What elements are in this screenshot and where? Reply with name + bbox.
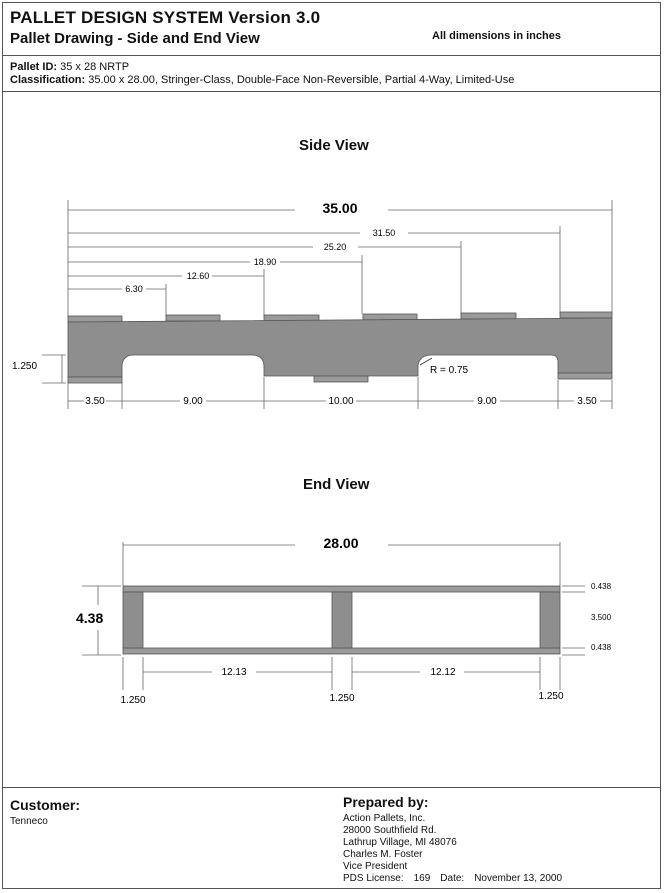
radius-leader (420, 358, 432, 365)
customer-name: Tenneco (10, 816, 48, 827)
side-seg-1: 3.50 (85, 396, 105, 407)
prepared-by-label: Prepared by: (343, 794, 429, 810)
end-stringer-width-left: 1.250 (120, 695, 146, 706)
pallet-id-label: Pallet ID: (10, 61, 58, 73)
end-overall-width: 28.00 (323, 535, 359, 551)
side-seg-3: 10.00 (328, 396, 354, 407)
side-dim-12-60: 12.60 (186, 271, 210, 281)
side-dim-6-30: 6.30 (125, 284, 143, 294)
end-layer-middle: 3.500 (591, 613, 612, 622)
side-dim-31-50: 31.50 (372, 228, 396, 238)
side-seg-2: 9.00 (183, 396, 203, 407)
address-line-1: 28000 Southfield Rd. (343, 825, 437, 836)
end-overall-height: 4.38 (76, 610, 104, 626)
pallet-id-value: 35 x 28 NRTP (60, 61, 130, 73)
end-layer-bottom: 0.438 (591, 643, 612, 652)
radius-note: R = 0.75 (430, 365, 469, 376)
license-number: 169 (413, 873, 431, 884)
side-seg-5: 3.50 (577, 396, 597, 407)
end-stringer-width-center: 1.250 (329, 693, 355, 704)
side-dim-18-90: 18.90 (253, 257, 277, 267)
classification-value: 35.00 x 28.00, Stringer-Class, Double-Face Non-Reversible, Partial 4-Way, Limited-Use (88, 74, 515, 86)
classification-label: Classification: (10, 74, 86, 86)
contact-title: Vice President (343, 861, 408, 872)
address-line-2: Lathrup Village, MI 48076 (343, 837, 457, 848)
page-title: PALLET DESIGN SYSTEM Version 3.0 (10, 8, 321, 27)
contact-name: Charles M. Foster (343, 849, 423, 860)
side-view-title: Side View (299, 137, 369, 154)
end-view-title: End View (303, 476, 370, 493)
end-view-pallet (123, 586, 560, 654)
end-gap-right: 12.12 (430, 667, 456, 678)
preparer-block (343, 813, 572, 885)
end-stringer-width-right: 1.250 (538, 691, 564, 702)
date-label: Date: (440, 873, 465, 884)
end-gap-left: 12.13 (221, 667, 247, 678)
date-value: November 13, 2000 (474, 873, 563, 884)
end-layer-top: 0.438 (591, 582, 612, 591)
end-stringer-right (540, 592, 560, 648)
customer-label: Customer: (10, 797, 81, 813)
end-stringer-center (332, 592, 352, 648)
company-name: Action Pallets, Inc. (343, 813, 426, 824)
side-height: 1.250 (12, 361, 38, 372)
end-top-deck (123, 586, 560, 592)
end-stringer-left (123, 592, 143, 648)
page-subtitle: Pallet Drawing - Side and End View (10, 30, 260, 47)
units-note: All dimensions in inches (432, 30, 561, 42)
license-date-row (343, 873, 572, 885)
footer-divider (2, 787, 661, 788)
end-bottom-deck (123, 648, 560, 654)
side-view-stringer (68, 312, 612, 383)
side-seg-4: 9.00 (477, 396, 497, 407)
side-dim-25-20: 25.20 (323, 242, 347, 252)
license-label: PDS License: (343, 873, 404, 884)
side-overall-length: 35.00 (322, 200, 358, 216)
